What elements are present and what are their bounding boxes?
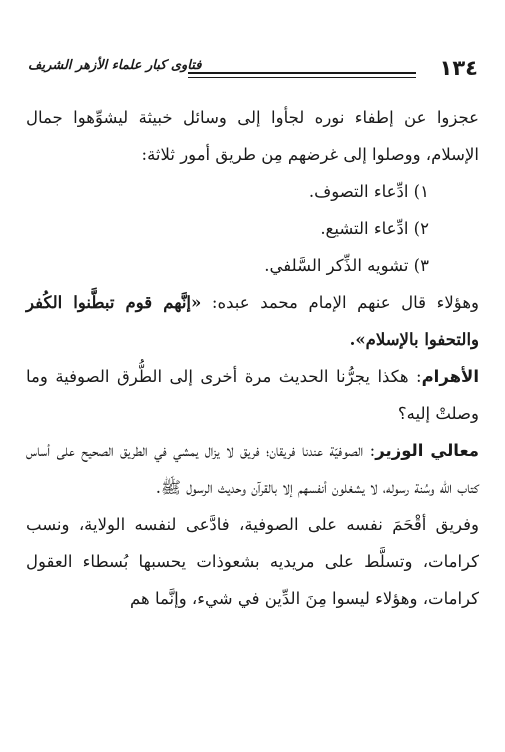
quote-text: «إنَّهم قوم تبطَّنوا الكُفر والتحفوا بالإسلام».: [26, 293, 479, 349]
paragraph-quote: [26, 284, 479, 358]
header-rule-thin: [188, 77, 416, 78]
running-header: [28, 56, 478, 86]
quote-lead: وهؤلاء قال عنهم الإمام محمد عبده:: [201, 293, 479, 312]
question-text: : هكذا يجرُّنا الحديث مرة أخرى إلى الطُّرق الصوفية وما وصلتْ إليه؟: [26, 367, 479, 423]
paragraph-last: وفريق أقْحَمَ نفسه على الصوفية، فادَّعى لنفسه الولاية، ونسب كرامات، وتسلَّط على مريديه بشعوذات يحسبها بُسطاء العقول كرامات، وهؤلاء ليسوا مِنَ الدِّين في شيء، وإنَّما هم: [26, 515, 479, 608]
header-rule-thick: [188, 72, 416, 74]
list-item: ١) ادِّعاء التصوف.: [308, 182, 429, 201]
speaker-label-minister: معالي الوزير: [375, 441, 479, 460]
answer-paragraph: [26, 432, 479, 506]
answer-text: : الصوفيّة عندنا فريقان؛ فريق لا يزال يمشي في الطريق الصحيح على أساس كتاب الله وسُنة رسوله، لا يشغلون أنفسهم إلا بالقرآن وحديث الرسول ﷺ.: [26, 441, 479, 497]
body-text: [26, 99, 479, 617]
list-item: ٢) ادِّعاء التشيع.: [320, 219, 429, 238]
question-paragraph: [26, 358, 479, 432]
paragraph-intro: عجزوا عن إطفاء نوره لجأوا إلى وسائل خبيثة ليشوِّهوا جمال الإسلام، ووصلوا إلى غرضهم مِن طريق أمور ثلاثة:: [26, 108, 479, 164]
page-number: ١٣٤: [439, 56, 478, 80]
running-title: فتاوى كبار علماء الأزهر الشريف: [28, 58, 202, 73]
list-item: ٣) تشويه الذِّكر السَّلفي.: [264, 256, 429, 275]
speaker-label-ahram: الأهرام: [421, 367, 479, 386]
numbered-list: [26, 173, 479, 284]
